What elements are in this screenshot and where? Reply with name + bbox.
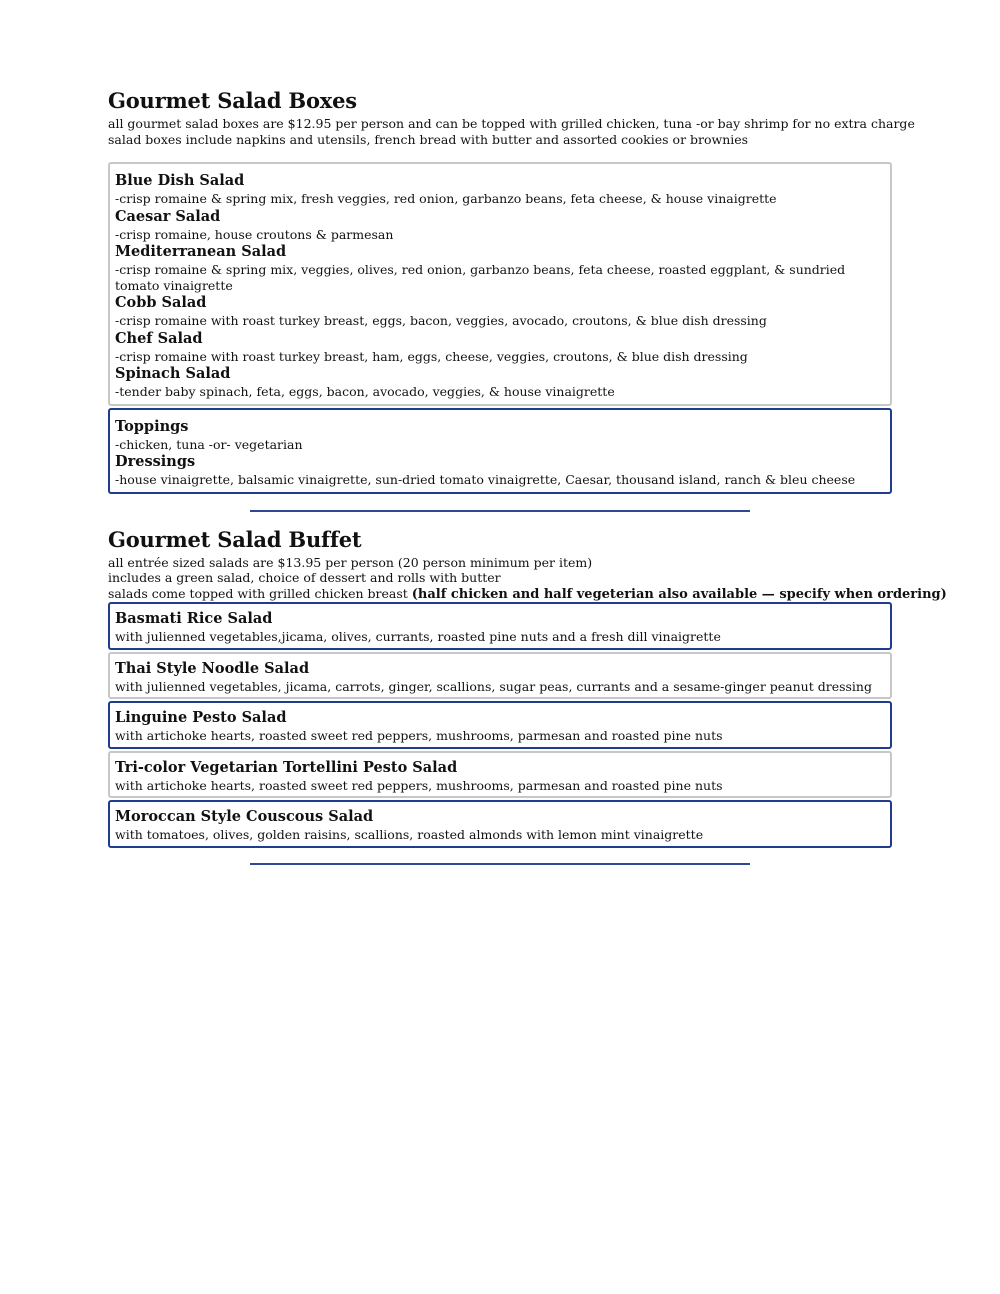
toppings-description: -chicken, tuna -or- vegetarian <box>115 436 303 452</box>
salad-description: -crisp romaine, house croutons & parmesan <box>115 226 394 242</box>
salad-description: with julienned vegetables, jicama, carrots, ginger, scallions, sugar peas, currants and a sesame-ginger peanut dressing <box>115 678 872 694</box>
buffet-salad-item <box>108 751 892 799</box>
salad-name: Caesar Salad <box>115 207 221 225</box>
buffet-salad-item <box>108 800 892 848</box>
dressings-item <box>115 452 885 488</box>
salad-boxes-list <box>108 162 892 406</box>
salad-buffet-topping-note: salads come topped with grilled chicken breast <box>108 585 412 601</box>
buffet-salad-item <box>108 602 892 650</box>
salad-item <box>115 364 885 400</box>
salad-boxes-intro-line: salad boxes include napkins and utensils, french bread with butter and assorted cookies or brownies <box>108 131 749 147</box>
salad-buffet-intro-line: all entrée sized salads are $13.95 per person (20 person minimum per item) <box>108 554 593 570</box>
salad-boxes-intro-line: all gourmet salad boxes are $12.95 per person and can be topped with grilled chicken, tuna -or bay shrimp for no extra charge <box>108 116 915 131</box>
section-divider <box>250 863 750 865</box>
salad-item <box>115 207 885 243</box>
salad-name: Tri-color Vegetarian Tortellini Pesto Salad <box>115 758 458 776</box>
salad-description: -crisp romaine with roast turkey breast, ham, eggs, cheese, veggies, croutons, & blue dish dressing <box>115 348 748 364</box>
salad-name: Spinach Salad <box>115 365 231 382</box>
buffet-salad-item <box>108 652 892 700</box>
salad-buffet-half-note: (half chicken and half vegeterian also available — specify when ordering) <box>411 586 947 602</box>
salad-name: Chef Salad <box>115 329 203 347</box>
salad-boxes-title: Gourmet Salad Boxes <box>108 88 357 113</box>
salad-description: with artichoke hearts, roasted sweet red peppers, mushrooms, parmesan and roasted pine nuts <box>115 777 723 793</box>
salad-buffet-intro-line: includes a green salad, choice of dessert and rolls with butter <box>108 570 501 585</box>
salad-description: -crisp romaine with roast turkey breast, eggs, bacon, veggies, avocado, croutons, & blue dish dressing <box>115 313 767 328</box>
salad-boxes-intro <box>108 116 915 147</box>
buffet-salad-item <box>108 701 892 749</box>
toppings-item <box>115 417 885 453</box>
salad-name: Blue Dish Salad <box>115 172 245 189</box>
toppings-title: Toppings <box>115 417 189 435</box>
salad-name: Thai Style Noodle Salad <box>115 659 310 677</box>
salad-buffet-intro-line <box>108 585 947 603</box>
dressings-description: -house vinaigrette, balsamic vinaigrette, sun-dried tomato vinaigrette, Caesar, thousand island, ranch & bleu cheese <box>115 472 856 487</box>
salad-item <box>115 293 885 329</box>
salad-item <box>115 171 885 207</box>
salad-description: with artichoke hearts, roasted sweet red peppers, mushrooms, parmesan and roasted pine nuts <box>115 728 723 743</box>
salad-item <box>115 242 885 293</box>
salad-name: Moroccan Style Couscous Salad <box>115 808 374 825</box>
salad-description: -tender baby spinach, feta, eggs, bacon, avocado, veggies, & house vinaigrette <box>115 384 615 399</box>
salad-buffet-intro <box>108 554 947 603</box>
dressings-title: Dressings <box>115 453 196 470</box>
salad-buffet-title: Gourmet Salad Buffet <box>108 526 362 552</box>
toppings-dressings-box <box>108 408 892 494</box>
salad-name: Cobb Salad <box>115 294 207 311</box>
menu-page <box>108 86 947 865</box>
salad-description: -crisp romaine & spring mix, fresh veggies, red onion, garbanzo beans, feta cheese, & house vinaigrette <box>115 191 777 206</box>
salad-description: with julienned vegetables,jicama, olives, currants, roasted pine nuts and a fresh dill vinaigrette <box>115 629 721 644</box>
salad-name: Linguine Pesto Salad <box>115 709 287 726</box>
salad-item <box>115 329 885 365</box>
salad-name: Basmati Rice Salad <box>115 610 273 627</box>
salad-name: Mediterranean Salad <box>115 243 287 260</box>
salad-description: with tomatoes, olives, golden raisins, scallions, roasted almonds with lemon mint vinaigrette <box>115 827 704 842</box>
salad-description: -crisp romaine & spring mix, veggies, olives, red onion, garbanzo beans, feta cheese, roasted eggplant, & sundried tomato vinaigrette <box>115 262 846 293</box>
